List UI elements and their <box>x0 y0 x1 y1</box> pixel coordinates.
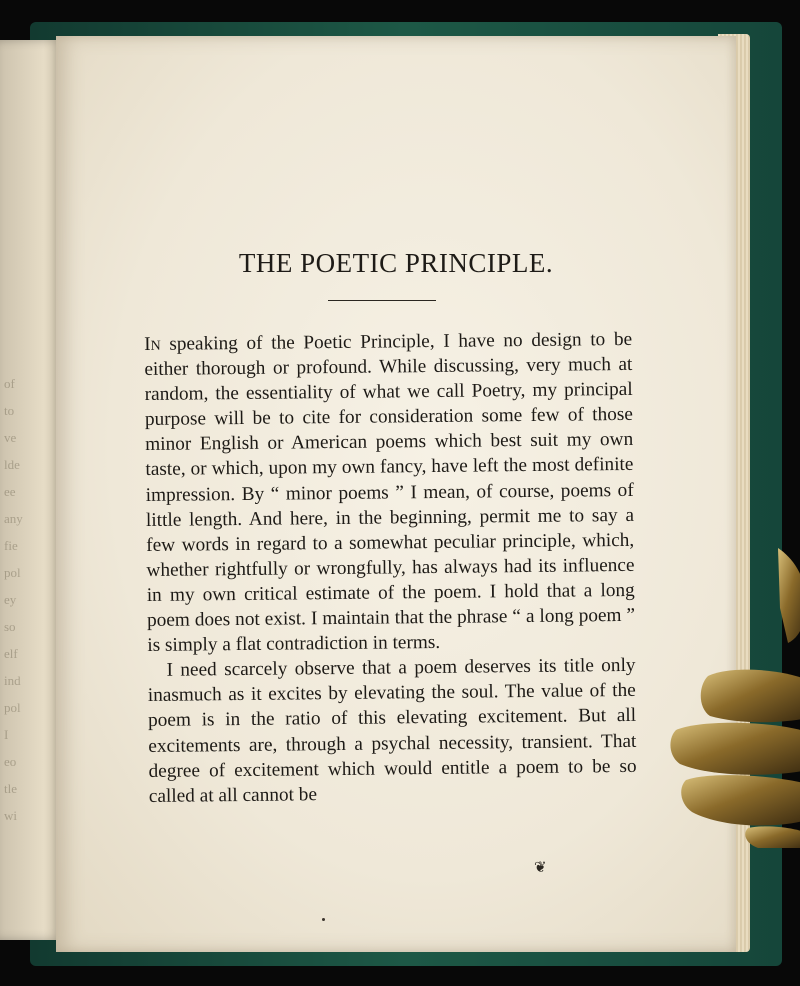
brass-hand-bookend-icon <box>668 548 800 848</box>
body-text <box>144 327 637 809</box>
paragraph-2: I need scarcely observe that a poem deserves its title only inasmuch as it excites by elevating the soul. The value of the poem is in the ratio of this elevating excitement. But all excitements are, through a psychal necessity, transient. That degree of excitement which would entitle a poem to be so called at all cannot be <box>147 655 637 807</box>
title-rule <box>328 300 436 301</box>
bleed-through-text: of to ve lde ee any fie pol ey so elf ind pol I eo tle wi <box>4 376 23 823</box>
left-page <box>0 40 62 940</box>
paper-speck <box>322 918 325 921</box>
lead-word: In <box>144 333 161 355</box>
chapter-title: THE POETIC PRINCIPLE. <box>238 248 554 278</box>
paragraph-1-text: speaking of the Poetic Principle, I have no design to be either thorough or profound. While discussing, very much at random, the essentiality of what we call Poetry, my principal purpose will be to cite for consideration some few of those minor English or American poems which best suit my own taste, or which, upon my own fancy, have left the most definite impression. By “ minor poems ” I mean, of course, poems of little length. And here, in the beginning, permit me to say a few words in regard to a somewhat peculiar principle, which, whether rightfully or wrongfully, has always had its influence in my own critical estimate of the poem. I hold that a long poem does not exist. I maintain that the phrase “ a long poem ” is simply a flat contradiction in terms. <box>144 328 636 657</box>
paragraph-1 <box>144 327 635 658</box>
fleuron-icon: ❦ <box>534 860 547 876</box>
book-page <box>56 36 736 952</box>
